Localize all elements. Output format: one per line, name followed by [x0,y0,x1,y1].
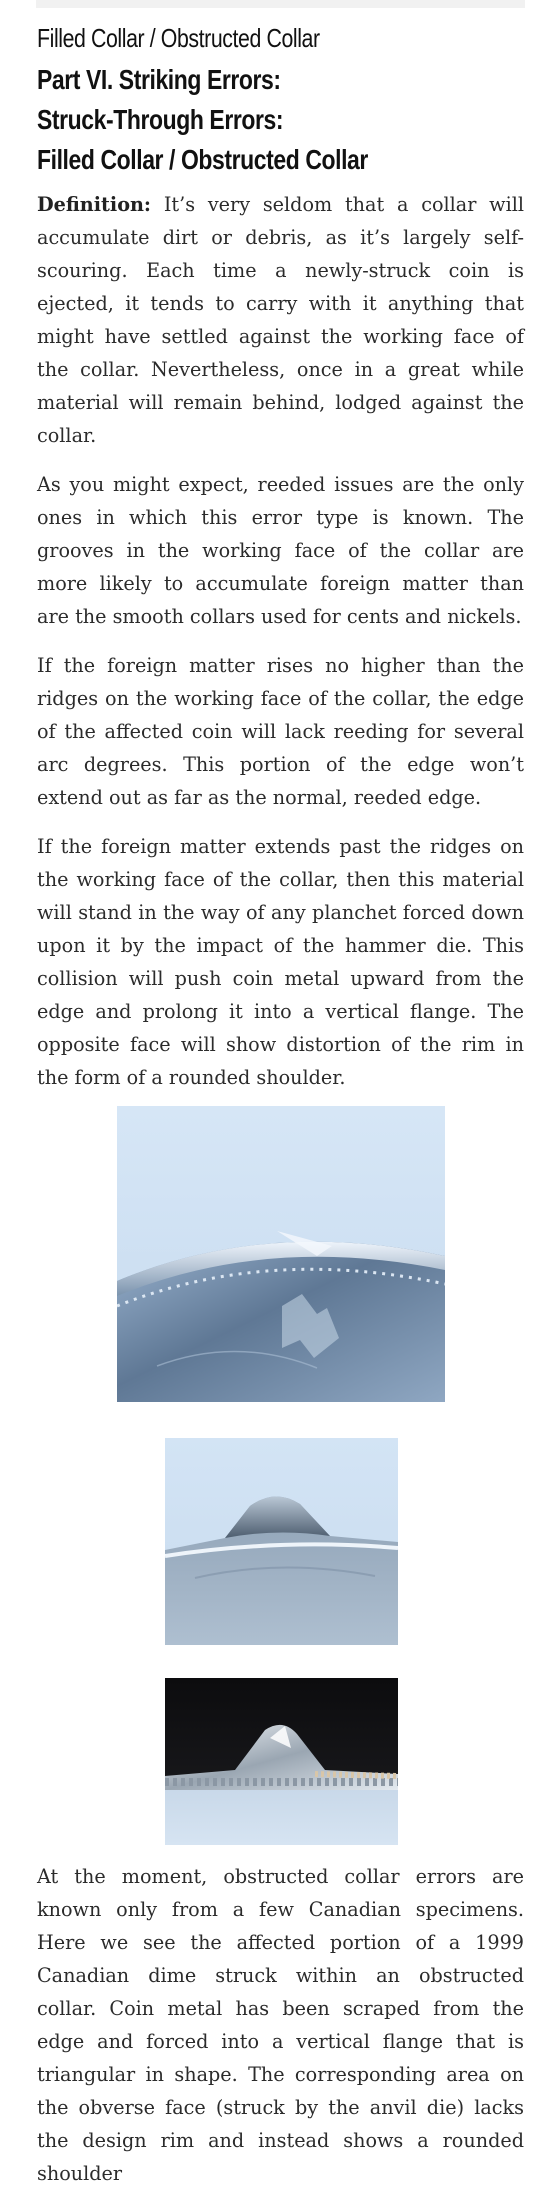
article-content [37,22,524,1110]
definition-paragraph [37,188,524,452]
article-heading-line-3: Filled Collar / Obstructed Collar [37,144,368,175]
page-title: Filled Collar / Obstructed Collar [37,23,320,53]
paragraph-obstructed-collar: If the foreign matter extends past the ridges on the working face of the collar, then this material will stand in the way of any planchet forced down upon it by the impact of the hammer die. This collision will push coin metal upward from the edge and prolong it into a vertical flange. The opposite face will show distortion of the rim in the form of a rounded shoulder. [37,835,524,1089]
definition-text: It’s very seldom that a collar will accumulate dirt or debris, as it’s largely self-scouring. Each time a newly-struck coin is ejected, it tends to carry with it anything that might have settled against the working face of the collar. Nevertheless, once in a great while material will remain behind, lodged against the collar. [37,193,524,447]
article-heading-line-2: Struck-Through Errors: [37,104,284,135]
paragraph-filled-collar: If the foreign matter rises no higher than the ridges on the working face of the collar, the edge of the affected coin will lack reeding for several arc degrees. This portion of the edge won’t extend out as far as the normal, reeded edge. [37,654,524,809]
definition-label: Definition: [37,193,152,216]
flange-side-view-photo [165,1438,398,1645]
paragraph-canadian-specimens: At the moment, obstructed collar errors are known only from a few Canadian specimens. Here we see the affected portion of a 1999 Canadian dime struck within an obstructed collar. Coin metal has been scraped from the edge and forced into a vertical flange that is triangular in shape. The corresponding area on the obverse face (struck by the anvil die) lacks the design rim and instead shows a rounded shoulder [37,1865,524,2185]
top-bar-divider [36,0,525,8]
coin-rim-closeup-photo [117,1106,445,1402]
final-paragraph-container [37,1860,524,2206]
paragraph-reeded-issues: As you might expect, reeded issues are the only ones in which this error type is known. The grooves in the working face of the collar are more likely to accumulate foreign matter than are the smooth collars used for cents and nickels. [37,473,524,628]
flange-side-view-illustration [165,1438,398,1645]
article-heading-line-1: Part VI. Striking Errors: [37,64,281,95]
flange-dark-background-photo [165,1678,398,1845]
flange-dark-background-illustration [165,1678,398,1845]
coin-rim-closeup-illustration [117,1106,445,1402]
